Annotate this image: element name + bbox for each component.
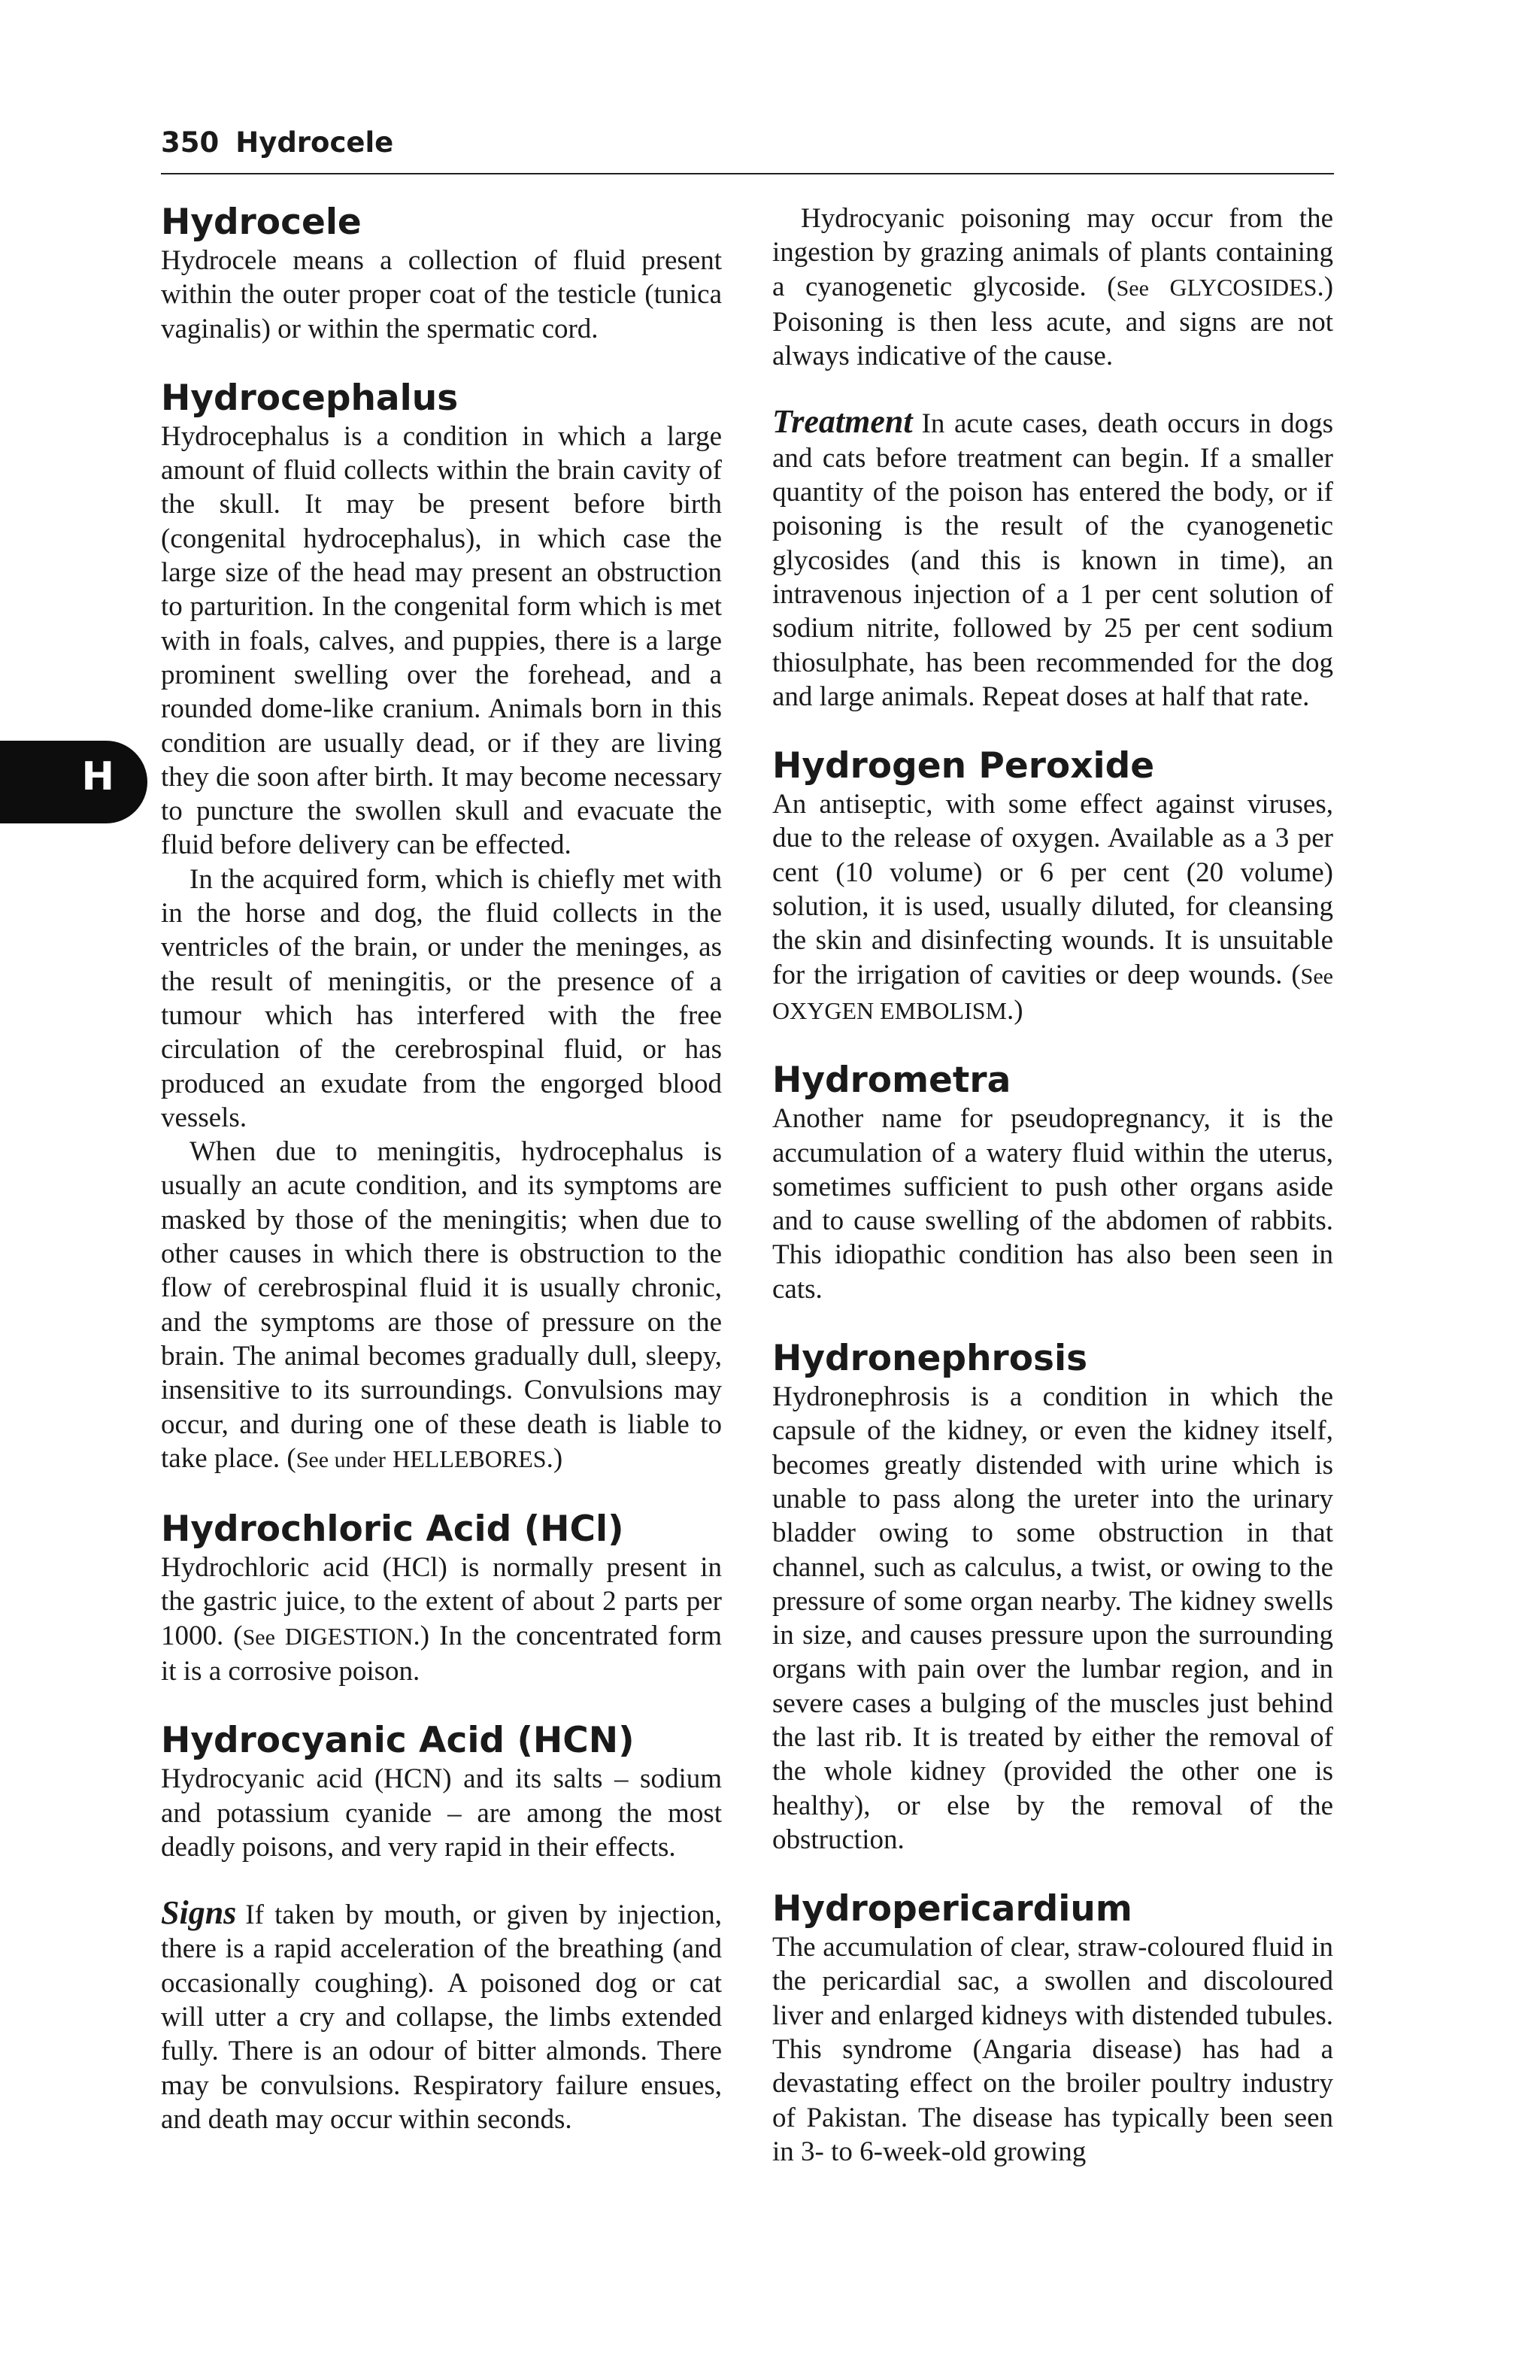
thumb-tab-letter: H — [81, 754, 114, 799]
page-number: 350 — [161, 126, 220, 159]
right-column — [772, 202, 1333, 2169]
cross-reference-link: GLYCOSIDES — [1169, 273, 1317, 301]
subheading-treatment: Treatment — [772, 403, 913, 441]
left-column — [161, 202, 722, 2136]
running-title: Hydrocele — [235, 126, 394, 159]
cross-reference-link: OXYGEN EMBOLISM — [772, 996, 1007, 1024]
cross-reference-link: HELLEBORES — [393, 1445, 547, 1472]
entry-text-hydrocyanic-signs: Signs If taken by mouth, or given by injection, there is a rapid acceleration of the breathing (and occasionally coughing). A poisoned dog or cat will utter a cry and collapse, the limbs extended fully. There is an odour of bitter almonds. There may be convulsions. Respiratory failure ensues, and death may occur within seconds. — [161, 1894, 722, 2135]
entry-text-hydrocele: Hydrocele means a collection of fluid present within the outer proper coat of the testicle (tunica vaginalis) or within the spermatic cord. — [161, 245, 722, 344]
entry-title-hydronephrosis: Hydronephrosis — [772, 1338, 1088, 1380]
header-rule — [161, 173, 1334, 174]
running-head — [161, 126, 393, 159]
entry-text-hydrocephalus-2: In the acquired form, which is chiefly met with in the horse and dog, the fluid collects in the ventricles of the brain, or under the meninges, as the result of meningitis, or the presence of a tumour which has interfered with the free circulation of the cerebrospinal fluid, or has produced an exudate from the engorged blood vessels. — [161, 863, 722, 1133]
entry-text-hydrochloric-acid: Hydrochloric acid (HCl) is normally present in the gastric juice, to the extent of about 2 parts per 1000. (See DIGESTION.) In the concentrated form it is a corrosive poison. — [161, 1552, 722, 1687]
entry-text-hydrogen-peroxide: An antiseptic, with some effect against viruses, due to the release of oxygen. Available as a 3 per cent (10 volume) or 6 per cent (20 volume) solution, it is used, usually diluted, for cleansing the skin and disinfecting wounds. It is unsuitable for the irrigation of cavities or deep wounds. (See OXYGEN EMBOLISM.) — [772, 789, 1333, 1026]
entry-title-hydrogen-peroxide: Hydrogen Peroxide — [772, 745, 1155, 787]
see-label: See — [1116, 275, 1149, 301]
entry-text-hydronephrosis: Hydronephrosis is a condition in which the capsule of the kidney, or even the kidney itself, becomes greatly distended with urine which is unable to pass along the ureter into the urinary bladder owing to some obstruction in that channel, such as calculus, a twist, or owing to the pressure of some organ nearby. The kidney swells in size, and causes pressure upon the surrounding organs with pain over the lumbar region, and in severe cases a bulging of the muscles just behind the last rib. It is treated by either the removal of the whole kidney (provided the other one is healthy), or else by the removal of the obstruction. — [772, 1381, 1333, 1855]
subheading-signs: Signs — [161, 1894, 237, 1932]
entry-text-hydrocephalus-3: When due to meningitis, hydrocephalus is usually an acute condition, and its symptoms are masked by those of the meningitis; when due to other causes in which there is obstruction to the flow of cerebrospinal fluid it is usually chronic, and the symptoms are those of pressure on the brain. The animal becomes gradually dull, sleepy, insensitive to its surroundings. Convulsions may occur, and during one of these death is liable to take place. (See under HELLEBORES.) — [161, 1136, 722, 1474]
entry-text-hydrocephalus-1: Hydrocephalus is a condition in which a large amount of fluid collects within the brain cavity of the skull. It may be present before birth (congenital hydrocephalus), in which case the large size of the head may present an obstruction to parturition. In the congenital form which is met with in foals, calves, and puppies, there is a large prominent swelling over the forehead, and a rounded dome-like cranium. Animals born in this condition are usually dead, or if they are living they die soon after birth. It may become necessary to puncture the swollen skull and evacuate the fluid before delivery can be effected. — [161, 420, 722, 861]
entry-title-hydrocephalus: Hydrocephalus — [161, 377, 459, 419]
entry-text-hydrocyanic-treatment: Treatment In acute cases, death occurs in dogs and cats before treatment can begin. If a smaller quantity of the poison has entered the body, or if poisoning is the result of the cyanogenetic glycosides (and this is known in time), an intravenous injection of a 1 per cent solution of sodium nitrite, followed by 25 per cent sodium thiosulphate, has been recommended for the dog and large animals. Repeat doses at half that rate. — [772, 403, 1333, 712]
entry-title-hydrocyanic-acid: Hydrocyanic Acid (HCN) — [161, 1720, 635, 1762]
entry-title-hydrochloric-acid: Hydrochloric Acid (HCl) — [161, 1508, 624, 1551]
see-label: See — [1300, 963, 1333, 989]
thumb-index-tab — [0, 741, 147, 823]
entry-text-hydrometra: Another name for pseudopregnancy, it is the accumulation of a watery fluid within the uterus, sometimes sufficient to push other organs aside and to cause swelling of the abdomen of rabbits. This idiopathic condition has also been seen in cats. — [772, 1103, 1333, 1305]
entry-title-hydropericardium: Hydropericardium — [772, 1888, 1132, 1930]
entry-text-hydropericardium: The accumulation of clear, straw-coloured fluid in the pericardial sac, a swollen and discoloured liver and enlarged kidneys with distended tubules. This syndrome (Angaria disease) has had a devastating effect on the broiler poultry industry of Pakistan. The disease has typically been seen in 3- to 6-week-old growing — [772, 1932, 1333, 2167]
entry-text-hydrocyanic-acid: Hydrocyanic acid (HCN) and its salts – sodium and potassium cyanide – are among the most deadly poisons, and very rapid in their effects. — [161, 1763, 722, 1863]
entry-title-hydrometra: Hydrometra — [772, 1060, 1011, 1102]
entry-title-hydrocele: Hydrocele — [161, 202, 362, 243]
cross-reference-link: DIGESTION — [284, 1622, 414, 1650]
see-label: See under — [296, 1447, 386, 1472]
entry-text-hydrocyanic-glycoside: Hydrocyanic poisoning may occur from the ingestion by grazing animals of plants containing a cyanogenetic glycoside. (See GLYCOSIDES.) Poisoning is then less acute, and signs are not always indicative of the cause. — [772, 203, 1334, 372]
see-label: See — [242, 1624, 275, 1650]
